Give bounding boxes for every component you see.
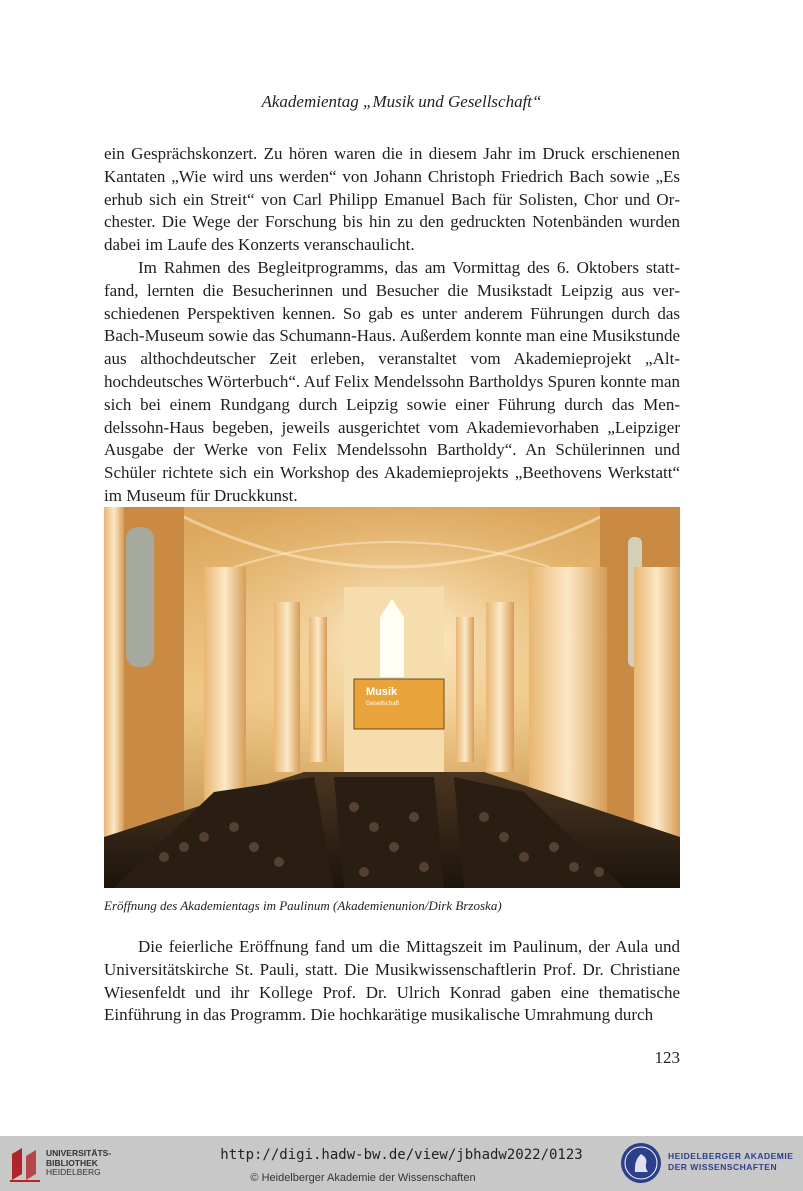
- permalink-url[interactable]: http://digi.hadw-bw.de/view/jbhadw2022/0123: [220, 1147, 583, 1163]
- screen-title: Musik: [366, 686, 398, 698]
- copyright-notice: © Heidelberger Akademie der Wissenschaften: [250, 1172, 476, 1184]
- body-paragraph-1: ein Gesprächskonzert. Zu hören waren die in diesem Jahr im Druck erschienenen Kantaten „Wie wird uns werden“ von Johann Christoph Friedrich Bach sowie „Es erhub sich ein Streit“ von Carl Philipp Emanuel Bach für Solisten, Chor und Orchester. Die Wege der Forschung bis hin zu den gedruckten Notenbänden wurden dabei im Laufe des Konzerts veranschaulicht.: [104, 144, 680, 255]
- body-paragraph-3: Die feierliche Eröffnung fand um die Mittagszeit im Paulinum, der Aula und Universitätskirche St. Pauli, statt. Die Musikwissenschaftlerin Prof. Dr. Christiane Wiesenfeldt und ihr Kollege Prof. Dr. Ulrich Konrad gaben eine thematische Einführung in das Programm. Die hochkarätige musikalische Umrahmung durch: [104, 937, 680, 1025]
- footer-bar: [0, 1136, 803, 1191]
- library-name-line-2: BIBLIOTHEK: [46, 1157, 98, 1168]
- library-name-line-3: HEIDELBERG: [46, 1167, 101, 1177]
- library-name-line-1: UNIVERSITÄTS-: [46, 1148, 112, 1158]
- academy-name-line-1: HEIDELBERGER AKADEMIE: [668, 1151, 794, 1161]
- screen-subtitle: Gesellschaft: [366, 701, 400, 707]
- academy-name: [668, 1151, 793, 1173]
- academy-name-line-2: DER WISSENSCHAFTEN: [668, 1162, 778, 1172]
- running-header: Akademientag „Musik und Gesellschaft“: [261, 92, 542, 111]
- page-number: 123: [654, 1048, 680, 1067]
- body-paragraph-2: Im Rahmen des Begleitprogramms, das am Vormittag des 6. Oktobers stattfand, lernten die Besucherinnen und Besucher die Musikstadt Leipzig aus verschiedenen Perspektiven kennen. So gab es unter anderem Führungen durch das Bach-Museum sowie das Schumann-Haus. Außerdem konnte man eine Musikstunde aus althochdeutscher Zeit erleben, veranstaltet vom Akademieprojekt „Althochdeutsches Wörterbuch“. Auf Felix Mendelssohn Bartholdys Spuren konnte man sich bei einem Rundgang durch Leipzig sowie einer Führung durch das Mendelssohn-Haus begeben, jeweils ausgerichtet vom Akademievorhaben „Leipziger Ausgabe der Werke von Felix Mendelssohn Bartholdy“. An Schülerinnen und Schüler richtete sich ein Workshop des Akademieprojekts „Beethovens Werkstatt“ im Museum für Druckkunst.: [104, 258, 680, 505]
- church-interior-photo: [104, 507, 680, 888]
- figure-caption: Eröffnung des Akademientags im Paulinum (Akademienunion/Dirk Brzoska): [104, 898, 502, 913]
- academy-seal-icon[interactable]: [620, 1142, 662, 1184]
